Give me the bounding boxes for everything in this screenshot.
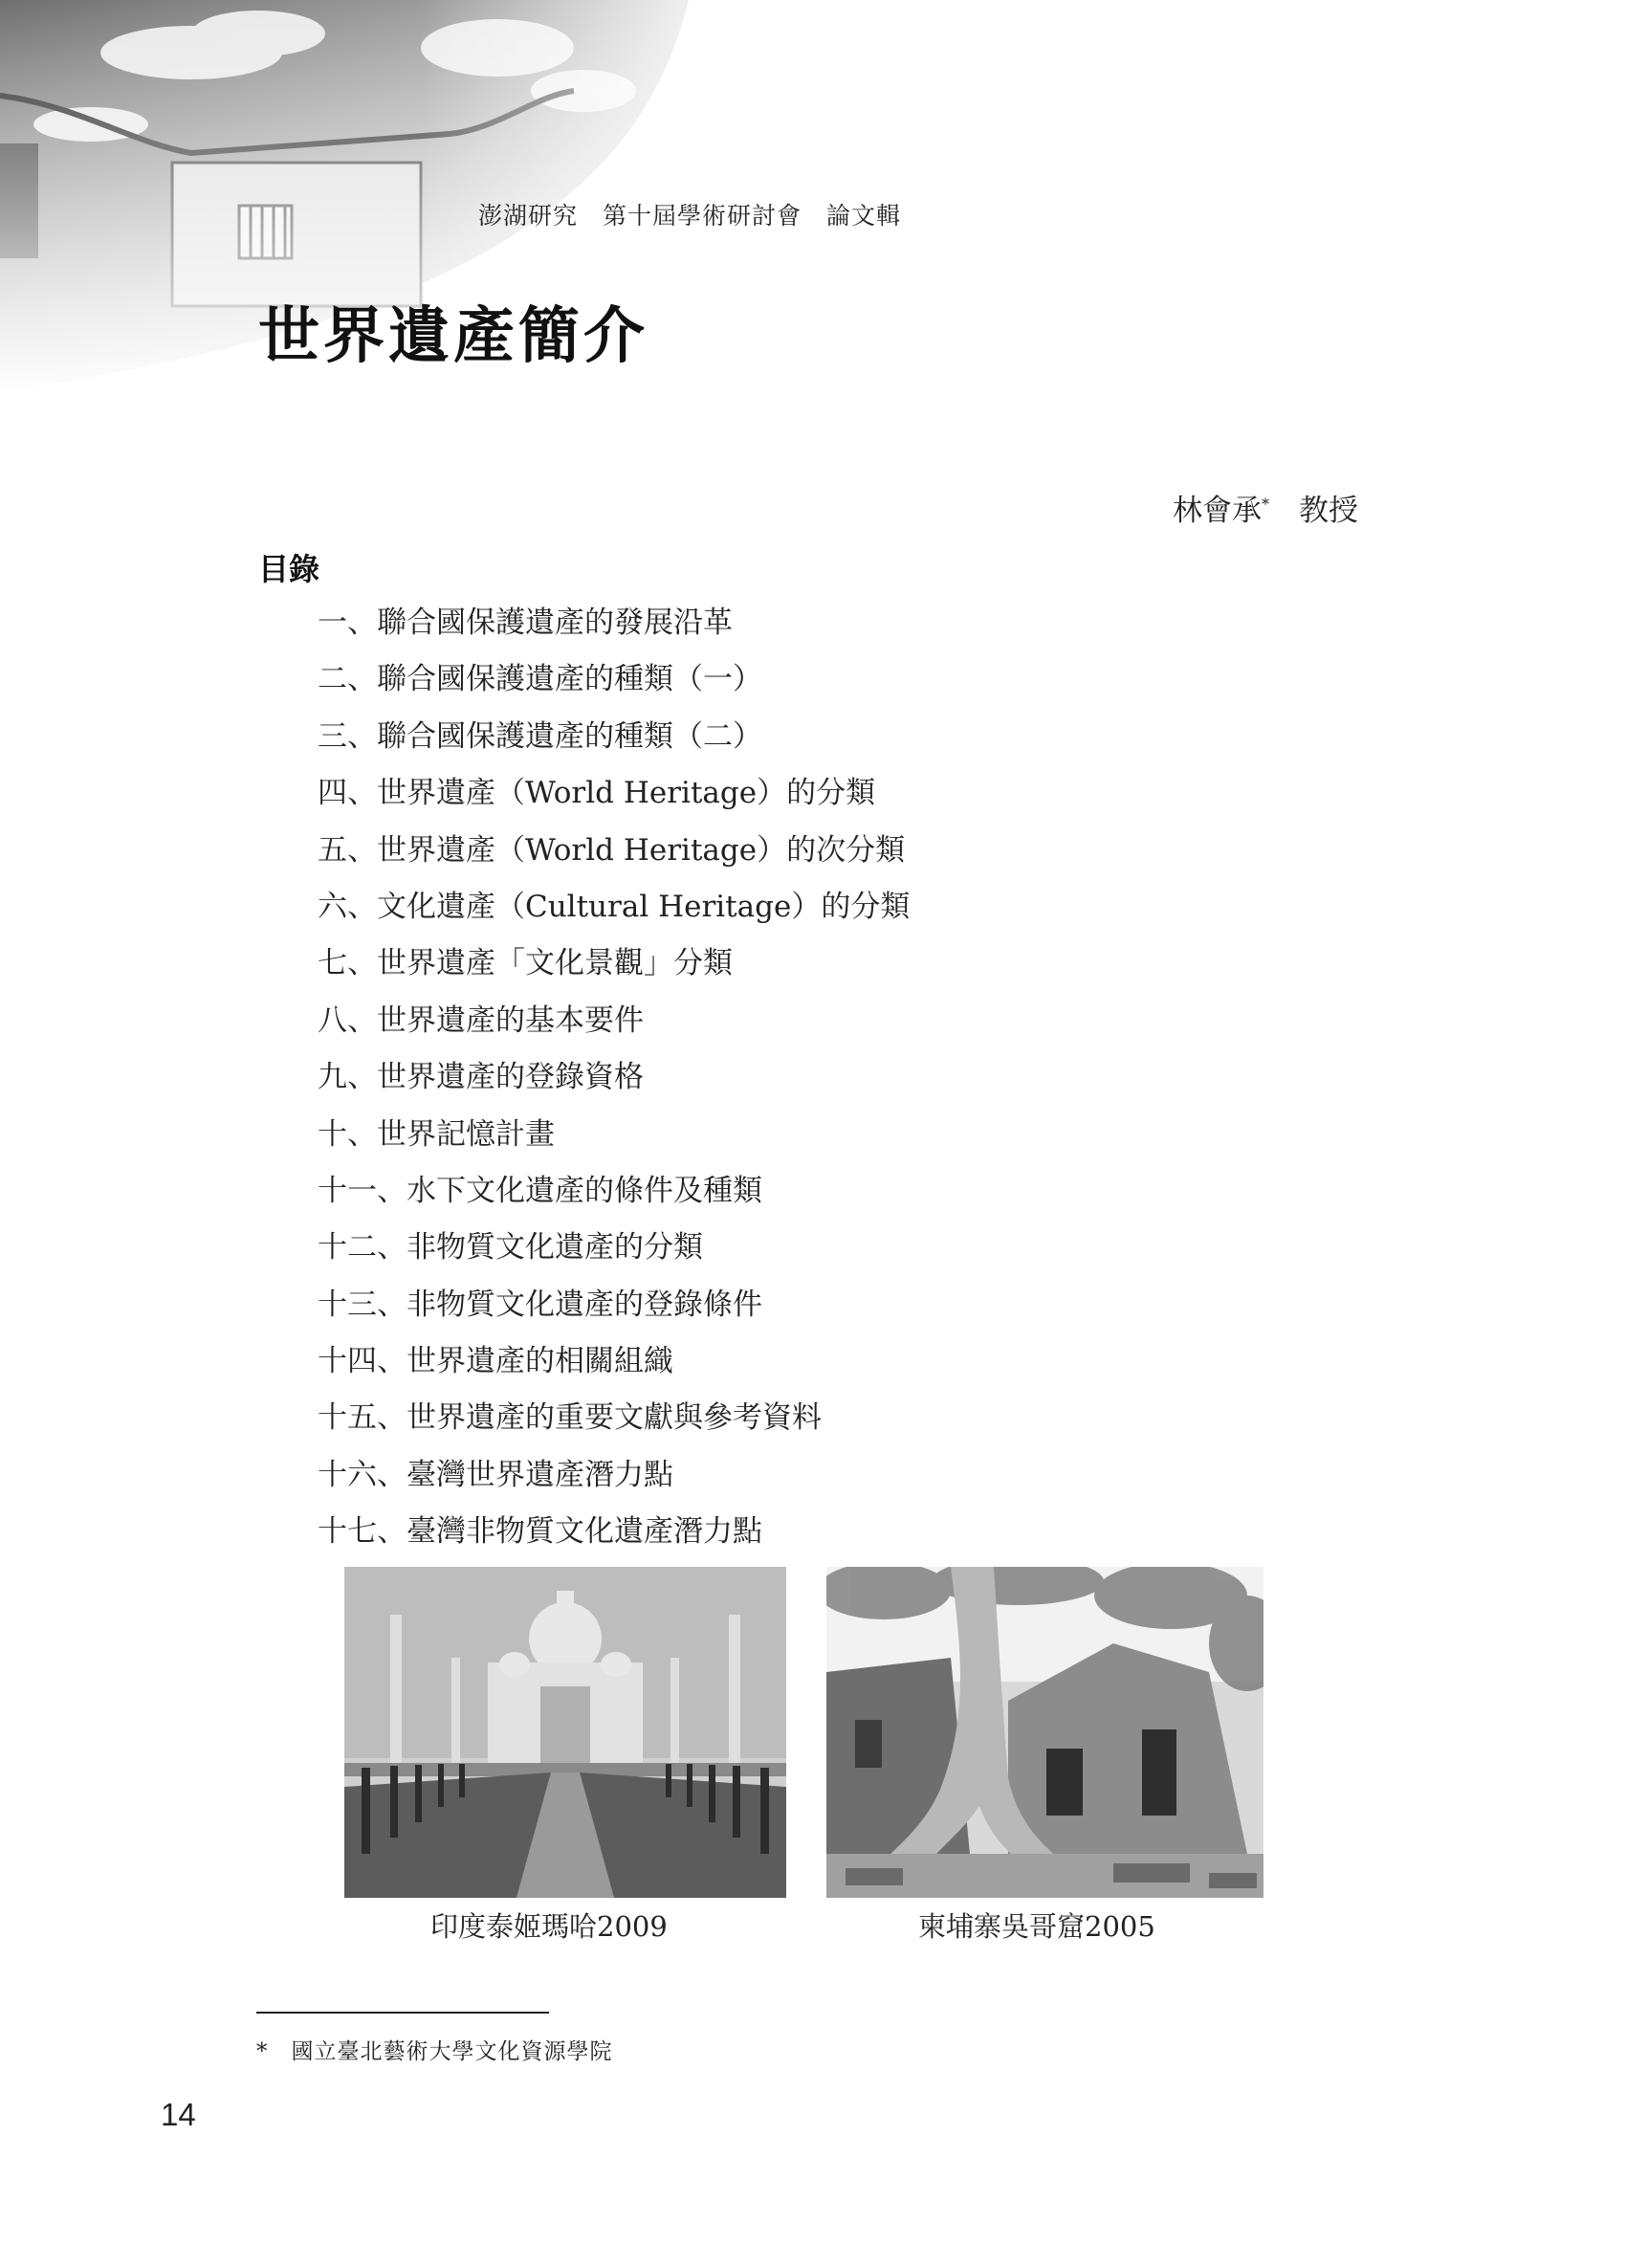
running-head: 澎湖研究 第十屆學術研討會 論文輯 [478, 202, 902, 230]
toc-heading: 目錄 [258, 551, 320, 587]
footnote [256, 2034, 613, 2065]
author-role: 教授 [1299, 494, 1358, 528]
toc-item: 五、世界遺產（World Heritage）的次分類 [318, 832, 906, 868]
page-number: 14 [161, 2097, 196, 2132]
toc-item: 十七、臺灣非物質文化遺產潛力點 [318, 1514, 762, 1550]
photo-caption: 柬埔寨吳哥窟2005 [918, 1910, 1155, 1943]
footnote-rule [256, 2012, 549, 2014]
toc-item: 十三、非物質文化遺產的登錄條件 [318, 1287, 762, 1322]
toc-item: 六、文化遺產（Cultural Heritage）的分類 [318, 889, 911, 924]
toc-list [318, 595, 910, 1561]
author-name: 林會承 [1173, 494, 1262, 528]
toc-item: 九、世界遺產的登錄資格 [318, 1060, 644, 1095]
toc-item: 三、聯合國保護遺產的種類（二） [318, 718, 762, 754]
toc-item: 七、世界遺產「文化景觀」分類 [318, 946, 733, 981]
toc-item: 八、世界遺產的基本要件 [318, 1002, 644, 1038]
author-footnote-mark: * [1262, 495, 1269, 514]
angkor-temple-photo [826, 1567, 1263, 1898]
toc-item: 二、聯合國保護遺產的種類（一） [318, 662, 762, 697]
toc-item: 十六、臺灣世界遺產潛力點 [318, 1457, 673, 1492]
toc-item: 十四、世界遺產的相關組織 [318, 1344, 673, 1379]
page-title: 世界遺產簡介 [258, 300, 648, 372]
toc-item: 十二、非物質文化遺產的分類 [318, 1230, 703, 1266]
toc-item: 十五、世界遺產的重要文獻與參考資料 [318, 1400, 822, 1436]
photo-caption: 印度泰姬瑪哈2009 [430, 1910, 668, 1943]
taj-mahal-photo [344, 1567, 786, 1898]
footnote-mark: * [256, 2039, 269, 2064]
author-line [1173, 486, 1358, 529]
toc-item: 十一、水下文化遺產的條件及種類 [318, 1173, 762, 1208]
toc-item: 十、世界記憶計畫 [318, 1116, 555, 1152]
toc-item: 四、世界遺產（World Heritage）的分類 [318, 776, 876, 811]
toc-item: 一、聯合國保護遺產的發展沿革 [318, 606, 733, 640]
footnote-text: 國立臺北藝術大學文化資源學院 [291, 2039, 613, 2064]
